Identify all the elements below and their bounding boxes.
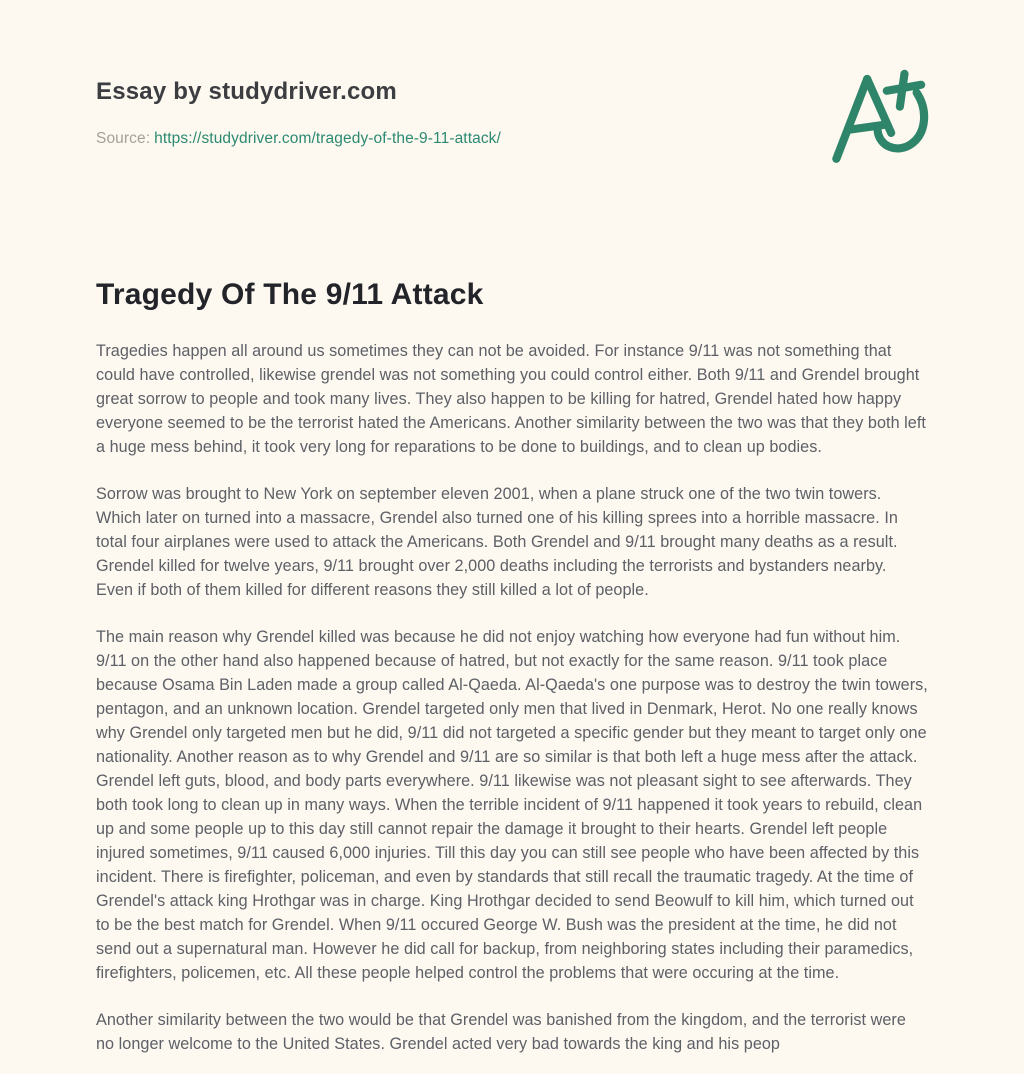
essay-body [96,339,928,1056]
page-header [96,76,928,164]
source-line [96,130,501,148]
essay-paragraph-2: Sorrow was brought to New York on september eleven 2001, when a plane struck one of the two twin towers. Which later on turned into a massacre, Grendel also turned one of his killing sprees into a horrible massacre. In total four airplanes were used to attack the Americans. Both Grendel and 9/11 brought many deaths as a result. Grendel killed for twelve years, 9/11 brought over 2,000 deaths including the terrorists and bystanders nearby. Even if both of them killed for different reasons they still killed a lot of people. [96,485,898,599]
a-plus-logo-icon [818,66,941,166]
essay-paragraph-3: The main reason why Grendel killed was because he did not enjoy watching how everyone had fun without him. 9/11 on the other hand also happened because of hatred, but not exactly for the same reason. 9/11 took place because Osama Bin Laden made a group called Al-Qaeda. Al-Qaeda's one purpose was to destroy the twin towers, pentagon, and an unknown location. Grendel targeted only men that lived in Denmark, Herot. No one really knows why Grendel only targeted men but he did, 9/11 did not targeted a specific gender but they meant to target only one nationality. Another reason as to why Grendel and 9/11 are so similar is that both left a huge mess after the attack. Grendel left guts, blood, and body parts everywhere. 9/11 likewise was not pleasant sight to see afterwards. They both took long to clean up in many ways. When the terrible incident of 9/11 happened it took years to rebuild, clean up and some people up to this day still cannot repair the damage it brought to their hearts. Grendel left people injured sometimes, 9/11 caused 6,000 injuries. Till this day you can still see people who have been affected by this incident. There is firefighter, policeman, and even by standards that still recall the traumatic tragedy. At the time of Grendel's attack king Hrothgar was in charge. King Hrothgar decided to send Beowulf to kill him, which turned out to be the best match for Grendel. When 9/11 occured George W. Bush was the president at the time, he did not send out a supernatural man. However he did call for backup, from neighboring states including their paramedics, firefighters, policemen, etc. All these people helped control the problems that were occuring at the time. [96,628,928,982]
header-text-block [96,76,501,148]
source-label: Source: [96,130,151,147]
essay-paragraph-4: Another similarity between the two would be that Grendel was banished from the kingdom, and the terrorist were no longer welcome to the United States. Grendel acted very bad towards the king and his peop [96,1011,906,1053]
site-title: Essay by studydriver.com [96,78,397,105]
source-url-link[interactable]: https://studydriver.com/tragedy-of-the-9-11-attack/ [154,130,501,147]
essay-title: Tragedy Of The 9/11 Attack [96,278,484,311]
essay-paragraph-1: Tragedies happen all around us sometimes they can not be avoided. For instance 9/11 was not something that could have controlled, likewise grendel was not something you could control either. Both 9/11 and Grendel brought great sorrow to people and took many lives. They also happen to be killing for hatred, Grendel hated how happy everyone seemed to be the terrorist hated the Americans. Another similarity between the two was that they both left a huge mess behind, it took very long for reparations to be done to buildings, and to clean up bodies. [96,342,926,456]
